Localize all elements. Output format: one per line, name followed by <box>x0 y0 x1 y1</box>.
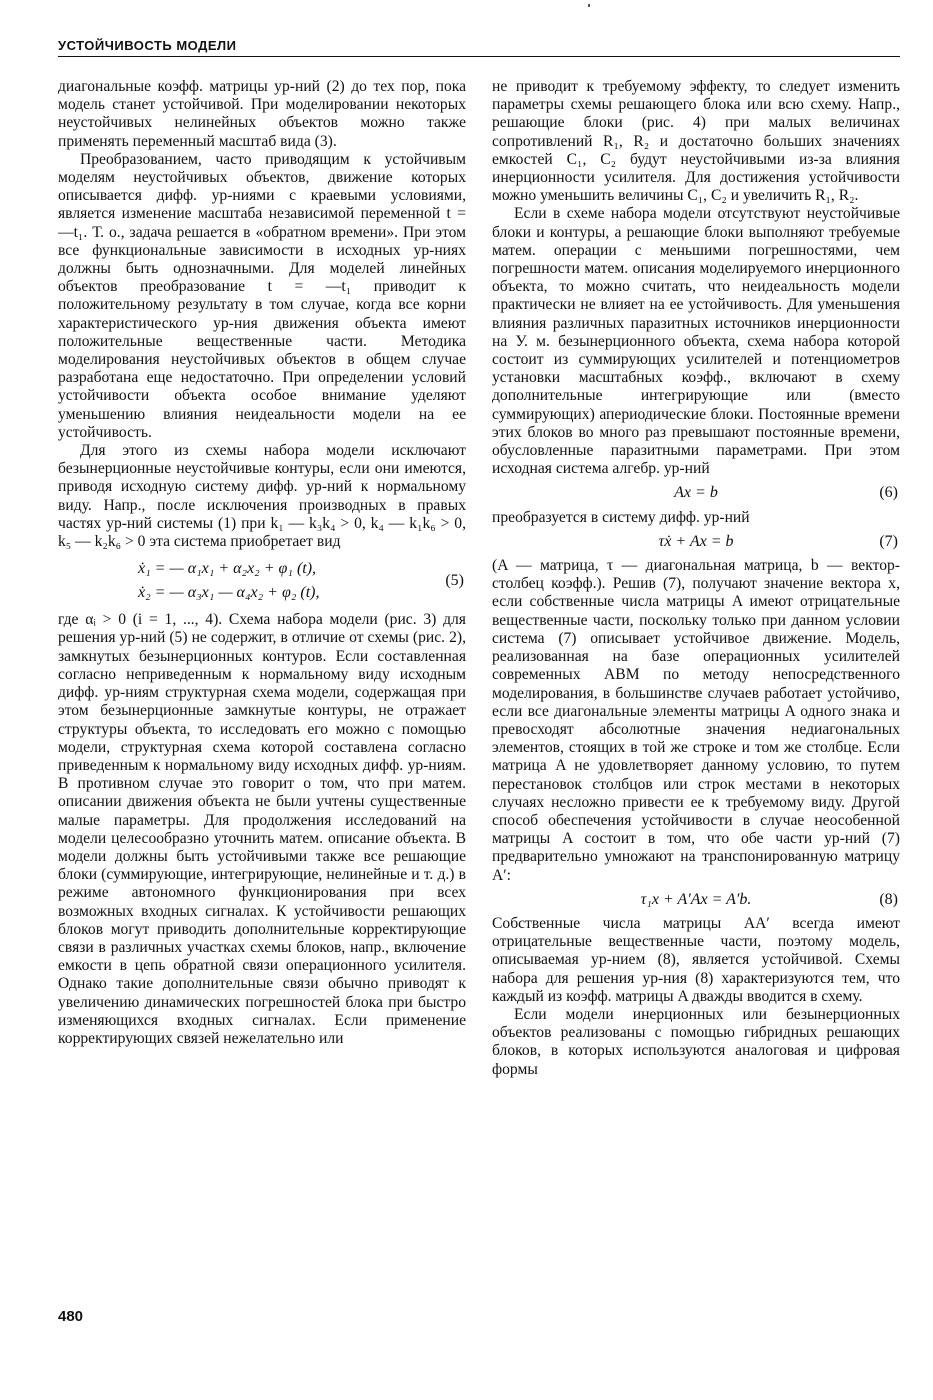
right-paragraph-2: Если в схеме набора модели отсутствуют неустойчивые блоки и контуры, а решающие блоки выполняют требуемые матем. операции с меньшими погрешностями, чем погрешности матем. описания моделируемого инерционного объекта, то можно считать, что неидеальность модели практически не влияет на ее устойчивость. Для уменьшения влияния различных паразитных источников инерционности на У. м. безынерционного объекта, схема набора которой состоит из суммирующих усилителей и потенциометров установки масштабных коэфф., включают в схему дополнительные интегрирующие или (вместо суммирующих) апериодические блоки. Постоянные времени этих блоков во много раз превышают постоянные времени, обусловленные паразитными параметрами. При этом исходная система алгебр. ур-ний <box>492 205 900 478</box>
equation-5 <box>138 557 466 605</box>
right-paragraph-1: не приводит к требуемому эффекту, то следует изменить параметры схемы решающего блока или всю схему. Напр., решающие блоки (рис. 4) при малых величинах сопротивлений R₁, R₂ и достаточно больших значениях емкостей C₁, C₂ будут неустойчивыми из-за влияния инерционности усилителя. Для достижения устойчивости можно уменьшить величины C₁, C₂ и увеличить R₁, R₂. <box>492 78 900 205</box>
right-paragraph-4: (A — матрица, τ — диагональная матрица, b — вектор-столбец коэфф.). Решив (7), получают значение вектора x, если собственные числа матрицы A имеют отрицательные вещественные части, поскольку только при данном условии система (7) описывает устойчивое движение. Модель, реализованная на базе операционных усилителей современных АВМ по методу непосредственного моделирования, в большинстве случаев работает устойчиво, если все диагональные элементы матрицы A одного знака и превосходят абсолютные значения недиагональных элементов, стоящих в той же строке и том же столбце. Если матрица A не удовлетворяет данному условию, то путем перестановок столбцов или строк местами в некоторых случаях несложно привести ее к требуемому виду. Другой способ обеспечения устойчивости в случае неособенной матрицы A состоит в том, что обе части ур-ний (7) предварительно умножают на транспонированную матрицу A′: <box>492 557 900 884</box>
equation-7 <box>492 533 900 551</box>
equation-5-line-2: ẋ₂ = — α₃x₁ — α₄x₂ + φ₂ (t), <box>138 584 320 602</box>
left-paragraph-1: диагональные коэфф. матрицы ур-ний (2) до тех пор, пока модель станет устойчивой. При моделировании некоторых неустойчивых нелинейных объектов можно также применять переменный масштаб вида (3). <box>58 78 466 150</box>
equation-8 <box>492 891 900 909</box>
right-paragraph-6: Если модели инерционных или безынерционных объектов реализованы с помощью гибридных решающих блоков, в которых используются аналоговая и цифровая формы <box>492 1005 900 1078</box>
left-paragraph-3: Для этого из схемы набора модели исключают безынерционные неустойчивые контуры, если они имеются, приводя исходную систему дифф. ур-ний к нормальному виду. Напр., после исключения производных в правых частях ур-ний системы (1) при k₁ — k₃k₄ > 0, k₄ — k₁k₆ > 0, k₅ — k₂k₆ > 0 эта система приобретает вид <box>58 442 466 551</box>
equation-6-body: Ax = b <box>674 484 718 502</box>
equation-8-number: (8) <box>879 890 898 908</box>
left-paragraph-4: где αᵢ > 0 (i = 1, ..., 4). Схема набора модели (рис. 3) для решения ур-ний (5) не содержит, в отличие от схемы (рис. 2), замкнутых безынерционных контуров. Если составленная согласно неприведенным к нормальному виду исходным дифф. ур-ниям структурная схема модели, содержащая при этом безынерционные замкнутые контуры, не отражает структуры объекта, то исследовать его можно с помощью модели, структурная схема которой составлена согласно приведенным к нормальному виду исходных дифф. ур-ниям. В противном случае это говорит о том, что при матем. описании движения объекта не были учтены существенные малые параметры. Для продолжения исследований на модели целесообразно уточнить матем. описание объекта. В модели должны быть устойчивыми также все решающие блоки (суммирующие, интегрирующие, нелинейные и т. д.) в режиме автономного функционирования при всех возможных входных сигналах. К устойчивости решающих блоков могут приводить дополнительные корректирующие связи в различных участках схемы блоков, напр., включение емкости в цепь обратной связи операционного усилителя. Однако такие дополнительные связи обычно приводят к увеличению динамических погрешностей блока при быстро изменяющихся входных сигналах. Если применение корректирующих связей нежелательно или <box>58 611 466 1047</box>
running-title: УСТОЙЧИВОСТЬ МОДЕЛИ <box>58 38 900 57</box>
equation-6 <box>492 484 900 502</box>
equation-6-number: (6) <box>879 484 898 502</box>
left-column <box>58 78 466 1048</box>
equation-7-number: (7) <box>879 532 898 550</box>
right-paragraph-3: преобразуется в систему дифф. ур-ний <box>492 508 750 526</box>
right-paragraph-5: Собственные числа матрицы AA′ всегда имеют отрицательные вещественные части, поэтому модель, описываемая ур-нием (8), является устойчивой. Схемы набора для решения ур-ния (8) характеризуются тем, что каждый из коэфф. матрицы A дважды вводится в схему. <box>492 914 900 1005</box>
page-number: 480 <box>58 1308 84 1325</box>
equation-5-line-1: ẋ₁ = — α₁x₁ + α₂x₂ + φ₁ (t), <box>138 560 317 578</box>
right-column <box>492 78 900 1079</box>
scan-speck <box>588 4 590 7</box>
equation-5-number: (5) <box>445 572 464 590</box>
left-paragraph-2: Преобразованием, часто приводящим к устойчивым моделям неустойчивых объектов, движение которых описывается дифф. ур-ниями с краевыми условиями, является изменение масштаба независимой переменной t = —t₁. Т. о., задача решается в «обратном времени». При этом все функциональные зависимости в исходных ур-ниях должны быть однозначными. Для моделей линейных объектов преобразование t = —t₁ приводит к положительному результату в том случае, когда все корни характеристического ур-ния движения объекта имеют положительные вещественные части. Методика моделирования неустойчивых объектов в общем случае разработана еще недостаточно. При определении условий устойчивости объекта особое внимание уделяют уменьшению влияния неидеальности модели на ее устойчивость. <box>58 150 466 441</box>
equation-7-body: τẋ + Ax = b <box>658 532 734 550</box>
equation-8-body: τ₁x + A′Ax = A′b. <box>640 890 752 908</box>
